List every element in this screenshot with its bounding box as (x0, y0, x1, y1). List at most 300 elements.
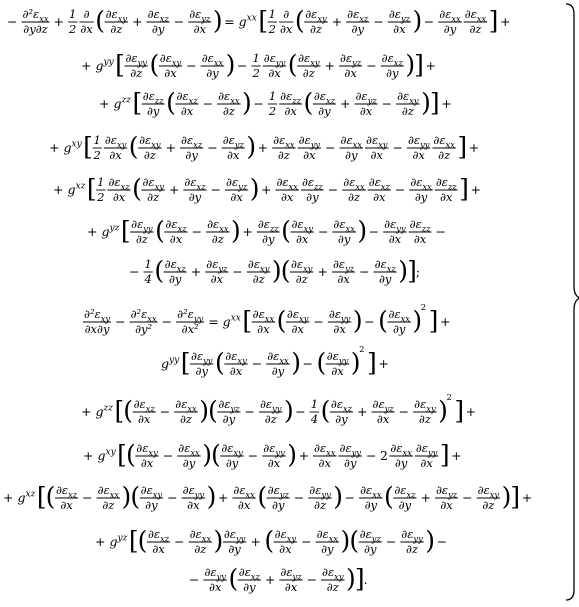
fraction-numerator: $\partial\varepsilon_{xz}$ (374, 257, 396, 274)
fraction-numerator: $\partial\varepsilon_{yy}$ (401, 527, 423, 544)
bracket: ) (246, 132, 257, 161)
fraction-denominator: ∂y (262, 232, 275, 246)
bracket: ( (128, 132, 139, 161)
bracket: ( (276, 306, 287, 335)
fraction-numerator: $\partial\varepsilon_{xy}$ (136, 441, 158, 458)
fraction-numerator: $\partial\varepsilon_{xz}$ (184, 175, 206, 192)
fraction-denominator: ∂x (440, 190, 453, 204)
fraction-numerator: $\partial\varepsilon_{yy}$ (182, 483, 205, 500)
exponent: 2 (446, 393, 452, 403)
fraction-denominator: ∂y (182, 456, 196, 470)
fraction-denominator: ∂y (335, 412, 348, 426)
fraction-numerator: 1 (268, 89, 277, 103)
operator: + (190, 264, 202, 279)
fraction-numerator: $\partial\varepsilon_{xy}$ (225, 349, 247, 366)
fraction-denominator: ∂x (344, 66, 357, 80)
fraction-numerator: $\partial\varepsilon_{xy}$ (366, 133, 388, 150)
bracket: ] (488, 6, 499, 35)
bracket: [ (132, 88, 143, 117)
fraction-denominator: ∂x (303, 148, 316, 162)
bracket: [ (114, 396, 125, 425)
equation-line-11 (83, 440, 462, 470)
bracket: ] (428, 306, 439, 335)
fraction-numerator: $\partial\varepsilon_{yz}$ (189, 7, 211, 24)
fraction-denominator: ∂y (394, 456, 408, 470)
fraction-numerator: $\partial\varepsilon_{yy}$ (263, 51, 286, 68)
bracket: ( (211, 440, 221, 469)
fraction-denominator: ∂x (80, 22, 93, 36)
operator: + (81, 404, 92, 419)
fraction-numerator: $\partial\varepsilon_{yz}$ (332, 257, 355, 274)
fraction-denominator: ∂z (252, 272, 265, 286)
fraction-numerator: $\partial\varepsilon_{xy}$ (221, 441, 243, 458)
bracket: ( (95, 6, 106, 35)
symbol: ; (415, 264, 421, 279)
fraction-numerator: $\partial\varepsilon_{xy}$ (140, 483, 163, 500)
fraction-numerator: $\partial\varepsilon_{yy}$ (384, 217, 406, 234)
bracket: ] (510, 482, 521, 511)
operator: − (236, 58, 248, 73)
fraction-denominator: ∂y (344, 456, 357, 470)
operator: − (167, 490, 178, 505)
operator: + (470, 182, 481, 197)
fraction-denominator: ∂z (418, 412, 431, 426)
fraction-numerator: $\partial\varepsilon_{yz}$ (222, 133, 244, 150)
metric-coefficient: $g^{yy}$ (161, 355, 180, 371)
equation-line-5 (53, 174, 481, 204)
operator: + (317, 264, 328, 279)
bracket: ( (123, 396, 134, 425)
operator: + (465, 404, 477, 419)
fraction-denominator: ∂x (279, 542, 292, 556)
fraction-denominator: 4 (144, 272, 152, 286)
fraction-denominator: ∂y² (135, 322, 153, 336)
fraction-denominator: ∂y (378, 272, 392, 286)
operator: = (224, 14, 235, 29)
operator: − (306, 572, 318, 587)
fraction-numerator: $\partial\varepsilon_{xy}$ (477, 483, 500, 500)
operator: − (368, 224, 380, 239)
right-brace (566, 4, 579, 600)
operator: + (257, 140, 269, 155)
fraction-numerator: $\partial\varepsilon_{yz}$ (359, 527, 381, 544)
fraction-numerator: $\partial\varepsilon_{xy}$ (142, 175, 164, 192)
operator: + (168, 182, 180, 197)
fraction-denominator: ∂x (280, 190, 294, 204)
fraction-denominator: ∂y (351, 22, 364, 36)
metric-coefficient: $g^{xz}$ (17, 489, 36, 505)
fraction-numerator: $\partial\varepsilon_{xz}$ (164, 257, 186, 274)
operator: − (394, 182, 406, 197)
fraction-numerator: $\partial\varepsilon_{yy}$ (326, 349, 349, 366)
bracket: ) (350, 348, 361, 377)
operator: − (159, 404, 171, 419)
fraction-denominator: ∂x (169, 232, 183, 246)
operator: − (327, 182, 339, 197)
operator: − (232, 264, 243, 279)
operator: − (115, 314, 126, 329)
equation-line-13 (95, 526, 447, 556)
fraction-denominator: ∂y (398, 498, 412, 512)
fraction-denominator: ∂z (295, 272, 308, 286)
fraction-denominator: ∂y (206, 66, 219, 80)
bracket: [ (242, 306, 253, 335)
bracket: ) (412, 306, 423, 335)
fraction-numerator: $\partial\varepsilon_{yz}$ (218, 397, 240, 414)
fraction-numerator: $\partial\varepsilon_{xx}$ (276, 175, 298, 192)
fraction-denominator: ∂y (188, 190, 202, 204)
equation-line-1 (7, 6, 510, 36)
operator: − (398, 404, 410, 419)
operator: − (129, 264, 140, 279)
fraction-numerator: $\partial\varepsilon_{xx}$ (340, 133, 362, 150)
fraction-numerator: $\partial\varepsilon_{yy}$ (407, 133, 430, 150)
fraction-denominator: ∂x (137, 412, 151, 426)
bracket: ] (459, 174, 469, 203)
operator: + (3, 490, 14, 505)
bracket: ( (45, 482, 56, 511)
equation-line-14 (189, 564, 368, 594)
bracket: ) (405, 50, 416, 79)
operator: − (293, 490, 305, 505)
metric-coefficient: $g^{xy}$ (63, 139, 82, 155)
fraction-denominator: 2 (268, 22, 276, 36)
fraction-numerator: $\partial\varepsilon_{xy}$ (305, 7, 327, 24)
fraction-denominator: ∂y (272, 498, 285, 512)
fraction-denominator: ∂y (443, 22, 457, 36)
operator: + (242, 224, 253, 239)
bracket: [ (180, 348, 191, 377)
operator: + (331, 14, 343, 29)
fraction-numerator: $\partial\varepsilon_{xx}$ (343, 175, 365, 192)
fraction-numerator: $\partial\varepsilon_{xy}$ (159, 51, 182, 68)
fraction-denominator: 2 (268, 104, 277, 118)
operator: − (381, 96, 393, 111)
bracket: ( (349, 526, 360, 555)
bracket: ] (354, 564, 365, 593)
operator: − (173, 14, 185, 29)
operator: + (298, 448, 310, 463)
bracket: ) (421, 88, 431, 117)
fraction-numerator: $\partial\varepsilon_{xy}$ (397, 89, 419, 106)
fraction-denominator: ∂x (187, 498, 200, 512)
fraction-denominator: ∂x (152, 542, 165, 556)
bracket: ) (425, 526, 436, 555)
operator: − (191, 224, 203, 239)
fraction-denominator: ∂x² (181, 322, 199, 336)
fraction-numerator: $\partial\varepsilon_{zz}$ (280, 89, 302, 106)
fraction-denominator: ∂x (229, 364, 243, 378)
operator: − (202, 96, 214, 111)
metric-coefficient: $g^{xz}$ (67, 181, 86, 197)
operator: + (250, 534, 261, 549)
operator: − (392, 140, 403, 155)
fraction-denominator: ∂x (164, 66, 177, 80)
fraction-denominator: ∂x (413, 232, 427, 246)
equation-line-10 (81, 393, 476, 426)
fraction-denominator: ∂y (392, 322, 406, 336)
fraction-denominator: ∂y (364, 498, 378, 512)
fraction-numerator: $\partial\varepsilon_{xx}$ (410, 175, 432, 192)
bracket: [ (128, 526, 139, 555)
fraction-numerator: 1 (144, 257, 152, 271)
fraction-denominator: ∂z (179, 412, 192, 426)
fraction-numerator: $\partial\varepsilon_{xx}$ (175, 397, 197, 414)
bracket: [ (117, 440, 127, 469)
fraction-denominator: ∂z (314, 498, 327, 512)
fraction-numerator: $\partial\varepsilon_{xx}$ (433, 133, 455, 150)
operator: + (521, 490, 533, 505)
operator: + (83, 448, 94, 463)
fraction-denominator: ∂x (227, 148, 240, 162)
fraction-numerator: $\partial\varepsilon_{zz}$ (257, 217, 279, 234)
bracket: ) (412, 6, 423, 35)
bracket: ] (457, 132, 468, 161)
fraction-denominator: ∂z (110, 22, 123, 36)
fraction-denominator: ∂x (373, 190, 386, 204)
operator: − (325, 140, 336, 155)
operator: − (317, 224, 329, 239)
operator: − (162, 448, 174, 463)
fraction-denominator: ∂y (271, 364, 285, 378)
operator: + (165, 140, 177, 155)
fraction-denominator: ∂z (147, 190, 160, 204)
fraction-denominator: ∂x (109, 148, 122, 162)
operator: + (357, 404, 368, 419)
fraction-numerator: 1 (252, 51, 260, 65)
bracket: ) (346, 564, 356, 593)
operator: − (207, 140, 218, 155)
fraction-denominator: 2 (69, 22, 77, 36)
bracket: ) (225, 50, 236, 79)
metric-coefficient: $g^{zz}$ (113, 95, 131, 111)
operator: + (264, 572, 276, 587)
fraction-numerator: $\partial\varepsilon_{xx}$ (201, 51, 224, 68)
fraction-denominator: ∂y (151, 22, 165, 36)
fraction-denominator: ∂x (420, 456, 433, 470)
fraction-denominator: ∂x (209, 580, 222, 594)
fraction-numerator: $\partial\varepsilon_{yy}$ (191, 349, 213, 366)
operator: − (210, 182, 222, 197)
fraction-numerator: $\partial\varepsilon_{xx}$ (273, 133, 295, 150)
fraction-numerator: $\partial\varepsilon_{xx}$ (267, 349, 289, 366)
fraction-numerator: $\partial\varepsilon_{xz}$ (347, 7, 369, 24)
fraction-denominator: ∂z (302, 66, 315, 80)
fraction-numerator: $\partial\varepsilon_{yy}$ (339, 441, 361, 458)
metric-coefficient: $g^{xx}$ (222, 313, 241, 329)
fraction-numerator: $\partial\varepsilon_{xy}$ (247, 257, 270, 274)
fraction-denominator: ∂y (386, 66, 399, 80)
equation-line-2 (81, 50, 436, 80)
fraction-denominator: ∂y (168, 272, 182, 286)
fraction-numerator: $\partial\varepsilon_{xz}$ (330, 397, 353, 414)
fraction-denominator: ∂y (414, 190, 428, 204)
operator: + (499, 14, 511, 29)
bracket: ( (378, 306, 388, 335)
fraction-numerator: $\partial\varepsilon_{zz}$ (301, 175, 323, 192)
fraction-numerator: $\partial\varepsilon_{yz}$ (206, 257, 228, 274)
operator: + (49, 140, 60, 155)
fraction-numerator: $\partial\varepsilon_{yy}$ (328, 307, 351, 324)
fraction-numerator: $\partial\varepsilon_{zz}$ (409, 217, 431, 234)
operator: − (365, 448, 377, 463)
fraction-denominator: ∂z (194, 542, 207, 556)
operator: + (95, 534, 106, 549)
bracket: ( (384, 482, 394, 511)
fraction-numerator: $\partial\varepsilon_{yy}$ (204, 565, 226, 582)
operator: − (161, 314, 173, 329)
bracket: ( (154, 256, 165, 285)
fraction-numerator: ∂ (283, 7, 290, 21)
fraction-numerator: $\partial\varepsilon_{yz}$ (355, 89, 377, 106)
fraction-denominator: ∂x (180, 104, 194, 118)
fraction-denominator: ∂x (388, 232, 402, 246)
fraction-numerator: $\partial\varepsilon_{xx}$ (207, 217, 229, 234)
fraction-denominator: ∂z (277, 148, 290, 162)
bracket: ) (333, 482, 344, 511)
bracket: [ (120, 216, 131, 245)
bracket: ( (132, 174, 142, 203)
bracket: ( (125, 440, 136, 469)
fraction-numerator: $\partial\varepsilon_{yz}$ (280, 565, 302, 582)
fraction-denominator: ∂y (345, 148, 358, 162)
bracket: ( (281, 216, 291, 245)
operator: − (244, 404, 255, 419)
operator: + (132, 14, 143, 29)
bracket: ) (121, 482, 132, 511)
operator: + (439, 314, 451, 329)
bracket: ] (367, 348, 377, 377)
fraction-numerator: $\partial\varepsilon_{yy}$ (263, 441, 285, 458)
operator: − (186, 58, 197, 73)
fraction-numerator: $\partial\varepsilon_{xy}$ (105, 7, 128, 24)
fraction-numerator: $\partial\varepsilon_{xx}$ (333, 217, 355, 234)
bracket: ) (231, 216, 241, 245)
operator: − (82, 490, 93, 505)
fraction-numerator: $\partial^2\varepsilon_{xy}$ (84, 307, 111, 324)
operator: + (99, 96, 110, 111)
fraction-numerator: $\partial\varepsilon_{xx}$ (388, 307, 410, 324)
fraction-numerator: $\partial^2\varepsilon_{xx}$ (22, 7, 49, 24)
operator: − (174, 534, 185, 549)
fraction-denominator: ∂z (143, 148, 156, 162)
fraction-denominator: ∂y (228, 542, 241, 556)
bracket: ) (206, 482, 217, 511)
operator: − (423, 14, 435, 29)
operator: + (217, 490, 229, 505)
fraction-numerator: $\partial\varepsilon_{xx}$ (439, 7, 461, 24)
equation-line-3 (99, 88, 452, 118)
fraction-numerator: $\partial\varepsilon_{xx}$ (252, 307, 275, 324)
operator: − (247, 448, 259, 463)
fraction-numerator: 1 (93, 133, 101, 147)
bracket: ] (454, 396, 465, 425)
fraction-denominator: ∂z (438, 148, 451, 162)
bracket: ) (398, 256, 409, 285)
operator: − (364, 314, 375, 329)
fraction-numerator: $\partial\varepsilon_{xy}$ (139, 133, 161, 150)
fraction-denominator: ∂z (406, 542, 419, 556)
fraction-denominator: ∂x (393, 22, 406, 36)
operator: − (189, 572, 200, 587)
symbol: 2 (379, 448, 388, 463)
fraction-numerator: $\partial\varepsilon_{xy}$ (298, 51, 320, 68)
bracket: ) (340, 526, 351, 555)
metric-coefficient: $g^{yz}$ (109, 533, 128, 549)
operator: − (385, 534, 397, 549)
bracket: ) (271, 256, 282, 285)
exponent: 2 (420, 303, 427, 313)
fraction-numerator: $\partial\varepsilon_{yy}$ (223, 527, 246, 544)
fraction-numerator: $\partial\varepsilon_{xx}$ (464, 7, 487, 24)
fraction-numerator: $\partial^2\varepsilon_{yy}$ (177, 307, 204, 324)
fraction-numerator: $\partial\varepsilon_{xx}$ (178, 441, 200, 458)
fraction-denominator: ∂x (295, 232, 309, 246)
fraction-denominator: ∂z (347, 190, 360, 204)
fraction-numerator: $\partial\varepsilon_{xz}$ (133, 397, 155, 414)
operator: − (301, 534, 312, 549)
operator: + (441, 96, 452, 111)
fraction-denominator: ∂y (364, 542, 377, 556)
operator: + (451, 448, 462, 463)
fraction-denominator: ∂x (237, 498, 251, 512)
fraction-denominator: ∂x (267, 456, 281, 470)
symbol: . (363, 572, 368, 587)
bracket: ( (155, 216, 165, 245)
fraction-numerator: $\partial\varepsilon_{xy}$ (286, 307, 309, 324)
operator: + (339, 96, 351, 111)
fraction-denominator: ∂y∂z (23, 22, 48, 36)
fraction-numerator: $\partial\varepsilon_{xx}$ (233, 483, 255, 500)
equation-line-8 (83, 303, 450, 336)
fraction-numerator: $\partial\varepsilon_{xz}$ (394, 483, 416, 500)
fraction-numerator: $\partial\varepsilon_{zz}$ (142, 89, 164, 106)
fraction-denominator: ∂y (145, 498, 158, 512)
bracket: ) (202, 440, 212, 469)
bracket: ] (414, 50, 424, 79)
bracket: ( (149, 50, 160, 79)
fraction-denominator: ∂x (60, 498, 73, 512)
fraction-numerator: $\partial\varepsilon_{xz}$ (147, 527, 170, 544)
fraction-denominator: 4 (310, 412, 319, 426)
fraction-denominator: ∂x (230, 190, 243, 204)
fraction-denominator: ∂y (222, 412, 236, 426)
fraction-numerator: 1 (69, 7, 77, 21)
fraction-denominator: ∂x (268, 66, 281, 80)
operator: − (7, 14, 18, 29)
fraction-numerator: $\partial\varepsilon_{yz}$ (340, 51, 362, 68)
bracket: ) (438, 396, 448, 425)
operator: − (373, 14, 384, 29)
operator: − (344, 490, 356, 505)
fraction-denominator: ∂x (112, 190, 126, 204)
fraction-denominator: ∂x (257, 322, 270, 336)
bracket: ( (130, 482, 141, 511)
bracket: ( (280, 256, 291, 285)
fraction-denominator: ∂z (469, 22, 482, 36)
fraction-denominator: ∂y (225, 456, 239, 470)
metric-coefficient: $g^{xy}$ (97, 447, 116, 463)
equation-line-12 (3, 482, 532, 512)
fraction-numerator: $\partial\varepsilon_{xx}$ (218, 89, 240, 106)
fraction-denominator: ∂z (309, 22, 322, 36)
bracket: ( (316, 348, 327, 377)
fraction-numerator: $\partial\varepsilon_{xx}$ (390, 441, 412, 458)
fraction-numerator: $\partial\varepsilon_{yy}$ (309, 483, 331, 500)
equation-line-4 (49, 132, 479, 162)
fraction-numerator: $\partial\varepsilon_{xx}$ (316, 527, 339, 544)
operator: − (436, 534, 448, 549)
